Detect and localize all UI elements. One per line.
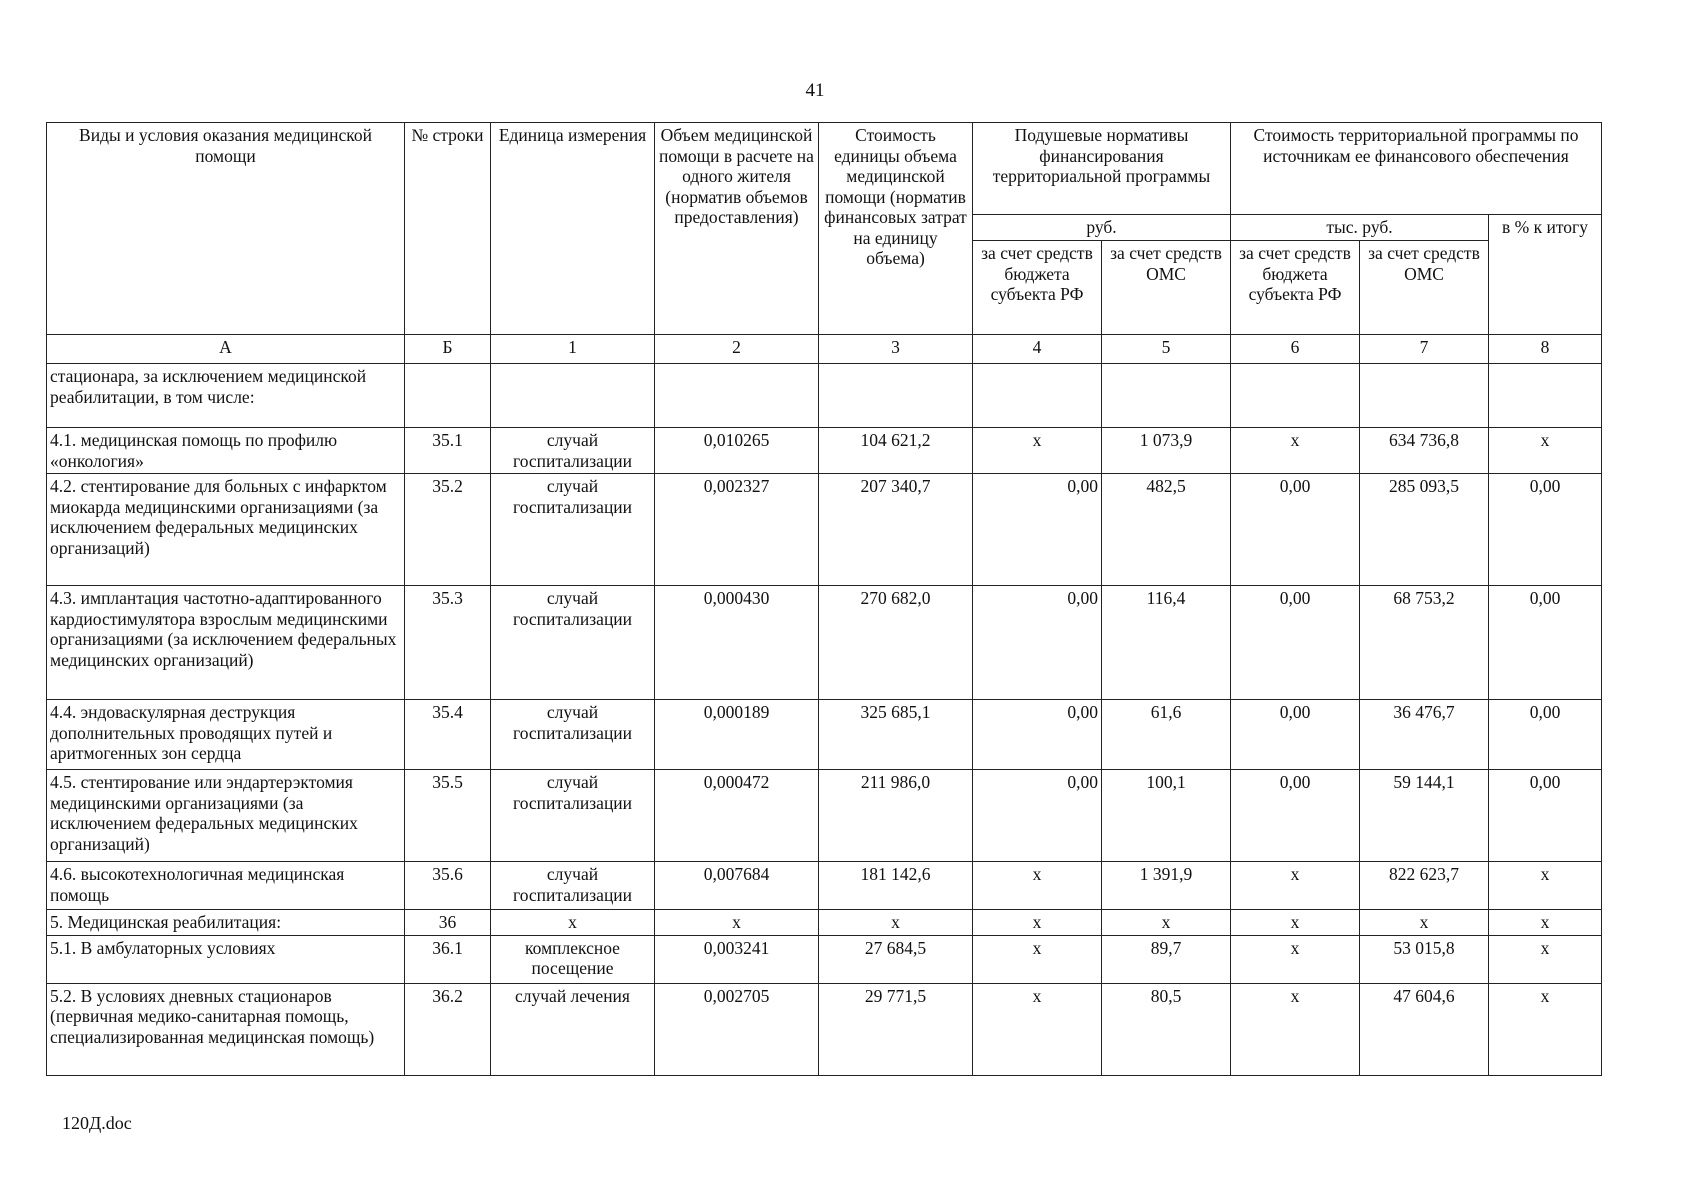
row-volume: 0,000472 <box>655 770 819 862</box>
row-pc-budget: 0,00 <box>973 586 1102 700</box>
row-number: 35.2 <box>405 474 491 586</box>
row-pct: х <box>1489 935 1602 983</box>
row-total-oms: х <box>1360 910 1489 936</box>
table-row <box>47 474 1602 586</box>
row-cost: 29 771,5 <box>819 983 973 1075</box>
row-total-budget: 0,00 <box>1231 474 1360 586</box>
column-index: 5 <box>1102 335 1231 364</box>
financing-table <box>46 122 1602 1076</box>
row-cost: 211 986,0 <box>819 770 973 862</box>
header-kind: Виды и условия оказания медицинской помощи <box>47 123 405 335</box>
header-pc-budget: за счет средств бюджета субъекта РФ <box>973 241 1102 335</box>
row-pc-budget: х <box>973 983 1102 1075</box>
row-total-budget: х <box>1231 428 1360 474</box>
row-cost <box>819 364 973 428</box>
row-pct: 0,00 <box>1489 586 1602 700</box>
row-total-budget: 0,00 <box>1231 700 1360 770</box>
row-pc-oms: 116,4 <box>1102 586 1231 700</box>
row-cost: 27 684,5 <box>819 935 973 983</box>
row-volume: 0,010265 <box>655 428 819 474</box>
table-row <box>47 586 1602 700</box>
header-cost-group: Стоимость территориальной программы по источникам ее финансового обеспечения <box>1231 123 1602 215</box>
row-pct: х <box>1489 862 1602 910</box>
row-pc-oms: 1 073,9 <box>1102 428 1231 474</box>
column-index-row <box>47 335 1602 364</box>
column-index: 8 <box>1489 335 1602 364</box>
header-unit-thousand-rub: тыс. руб. <box>1231 215 1489 241</box>
row-cost: 325 685,1 <box>819 700 973 770</box>
row-unit: х <box>491 910 655 936</box>
header-total-oms: за счет средств ОМС <box>1360 241 1489 335</box>
row-total-budget: х <box>1231 935 1360 983</box>
row-total-budget <box>1231 364 1360 428</box>
table-row <box>47 428 1602 474</box>
row-total-budget: х <box>1231 862 1360 910</box>
row-pc-oms: 482,5 <box>1102 474 1231 586</box>
row-unit: случай госпитализации <box>491 474 655 586</box>
row-name: 5. Медицинская реабилитация: <box>47 910 405 936</box>
row-pc-oms: х <box>1102 910 1231 936</box>
row-unit: случай лечения <box>491 983 655 1075</box>
row-pc-budget <box>973 364 1102 428</box>
row-number: 35.5 <box>405 770 491 862</box>
row-total-oms <box>1360 364 1489 428</box>
row-number: 35.3 <box>405 586 491 700</box>
row-unit: случай госпитализации <box>491 700 655 770</box>
row-total-oms: 634 736,8 <box>1360 428 1489 474</box>
row-volume: х <box>655 910 819 936</box>
row-cost: 270 682,0 <box>819 586 973 700</box>
row-unit: комплексное посещение <box>491 935 655 983</box>
row-total-oms: 822 623,7 <box>1360 862 1489 910</box>
row-pct: х <box>1489 428 1602 474</box>
row-total-budget: х <box>1231 983 1360 1075</box>
row-number: 36.2 <box>405 983 491 1075</box>
header-per-capita-group: Подушевые нормативы финансирования территориальной программы <box>973 123 1231 215</box>
header-pct-total: в % к итогу <box>1489 215 1602 335</box>
table-row <box>47 364 1602 428</box>
row-name: 4.2. стентирование для больных с инфарктом миокарда медицинскими организациями (за исключением федеральных медицинских организаций) <box>47 474 405 586</box>
row-pc-oms: 61,6 <box>1102 700 1231 770</box>
row-volume <box>655 364 819 428</box>
column-index: А <box>47 335 405 364</box>
row-total-oms: 53 015,8 <box>1360 935 1489 983</box>
row-pc-oms: 1 391,9 <box>1102 862 1231 910</box>
row-number: 36 <box>405 910 491 936</box>
row-name: 5.1. В амбулаторных условиях <box>47 935 405 983</box>
file-name-footer: 120Д.doc <box>62 1113 132 1133</box>
row-unit: случай госпитализации <box>491 770 655 862</box>
row-pc-budget: х <box>973 935 1102 983</box>
row-cost: 207 340,7 <box>819 474 973 586</box>
row-total-oms: 36 476,7 <box>1360 700 1489 770</box>
column-index: 1 <box>491 335 655 364</box>
row-name: 4.4. эндоваскулярная деструкция дополнительных проводящих путей и аритмогенных зон сердца <box>47 700 405 770</box>
header-unit: Единица измерения <box>491 123 655 335</box>
row-name: стационара, за исключением медицинской реабилитации, в том числе: <box>47 364 405 428</box>
column-index: 2 <box>655 335 819 364</box>
table-row <box>47 910 1602 936</box>
row-number: 35.6 <box>405 862 491 910</box>
table-row <box>47 700 1602 770</box>
header-total-budget: за счет средств бюджета субъекта РФ <box>1231 241 1360 335</box>
row-pc-budget: 0,00 <box>973 474 1102 586</box>
header-pc-oms: за счет средств ОМС <box>1102 241 1231 335</box>
row-name: 4.6. высокотехнологичная медицинская помощь <box>47 862 405 910</box>
row-unit <box>491 364 655 428</box>
column-index: Б <box>405 335 491 364</box>
row-pct: х <box>1489 910 1602 936</box>
row-name: 4.1. медицинская помощь по профилю «онкология» <box>47 428 405 474</box>
header-unit-cost: Стоимость единицы объема медицинской помощи (норматив финансовых затрат на единицу объема) <box>819 123 973 335</box>
row-pct: х <box>1489 983 1602 1075</box>
row-pc-budget: х <box>973 428 1102 474</box>
row-volume: 0,000189 <box>655 700 819 770</box>
row-pc-budget: х <box>973 862 1102 910</box>
row-pct: 0,00 <box>1489 770 1602 862</box>
row-total-oms: 68 753,2 <box>1360 586 1489 700</box>
row-name: 5.2. В условиях дневных стационаров (первичная медико-санитарная помощь, специализированная медицинская помощь) <box>47 983 405 1075</box>
row-unit: случай госпитализации <box>491 586 655 700</box>
header-row-number: № строки <box>405 123 491 335</box>
row-total-budget: х <box>1231 910 1360 936</box>
row-total-budget: 0,00 <box>1231 586 1360 700</box>
row-pct: 0,00 <box>1489 700 1602 770</box>
row-name: 4.3. имплантация частотно-адаптированного кардиостимулятора взрослым медицинскими организациями (за исключением федеральных медицинских организаций) <box>47 586 405 700</box>
row-volume: 0,003241 <box>655 935 819 983</box>
row-volume: 0,002327 <box>655 474 819 586</box>
row-name: 4.5. стентирование или эндартерэктомия медицинскими организациями (за исключением федеральных медицинских организаций) <box>47 770 405 862</box>
row-unit: случай госпитализации <box>491 862 655 910</box>
row-unit: случай госпитализации <box>491 428 655 474</box>
row-volume: 0,002705 <box>655 983 819 1075</box>
row-pc-oms: 100,1 <box>1102 770 1231 862</box>
column-index: 7 <box>1360 335 1489 364</box>
page-number: 41 <box>805 80 825 101</box>
row-pct: 0,00 <box>1489 474 1602 586</box>
row-pc-oms: 80,5 <box>1102 983 1231 1075</box>
row-total-oms: 59 144,1 <box>1360 770 1489 862</box>
table-row <box>47 935 1602 983</box>
row-cost: 104 621,2 <box>819 428 973 474</box>
table-row <box>47 983 1602 1075</box>
row-volume: 0,007684 <box>655 862 819 910</box>
header-row-1 <box>47 123 1602 215</box>
row-pct <box>1489 364 1602 428</box>
table-row <box>47 770 1602 862</box>
header-volume: Объем медицинской помощи в расчете на одного жителя (норматив объемов предоставления) <box>655 123 819 335</box>
row-pc-oms: 89,7 <box>1102 935 1231 983</box>
row-cost: 181 142,6 <box>819 862 973 910</box>
table-row <box>47 862 1602 910</box>
row-total-oms: 285 093,5 <box>1360 474 1489 586</box>
row-number: 35.1 <box>405 428 491 474</box>
column-index: 4 <box>973 335 1102 364</box>
column-index: 6 <box>1231 335 1360 364</box>
row-pc-budget: 0,00 <box>973 700 1102 770</box>
row-number <box>405 364 491 428</box>
row-pc-oms <box>1102 364 1231 428</box>
row-number: 36.1 <box>405 935 491 983</box>
row-volume: 0,000430 <box>655 586 819 700</box>
row-cost: х <box>819 910 973 936</box>
row-pc-budget: 0,00 <box>973 770 1102 862</box>
header-unit-rub: руб. <box>973 215 1231 241</box>
row-total-budget: 0,00 <box>1231 770 1360 862</box>
column-index: 3 <box>819 335 973 364</box>
row-pc-budget: х <box>973 910 1102 936</box>
row-total-oms: 47 604,6 <box>1360 983 1489 1075</box>
row-number: 35.4 <box>405 700 491 770</box>
